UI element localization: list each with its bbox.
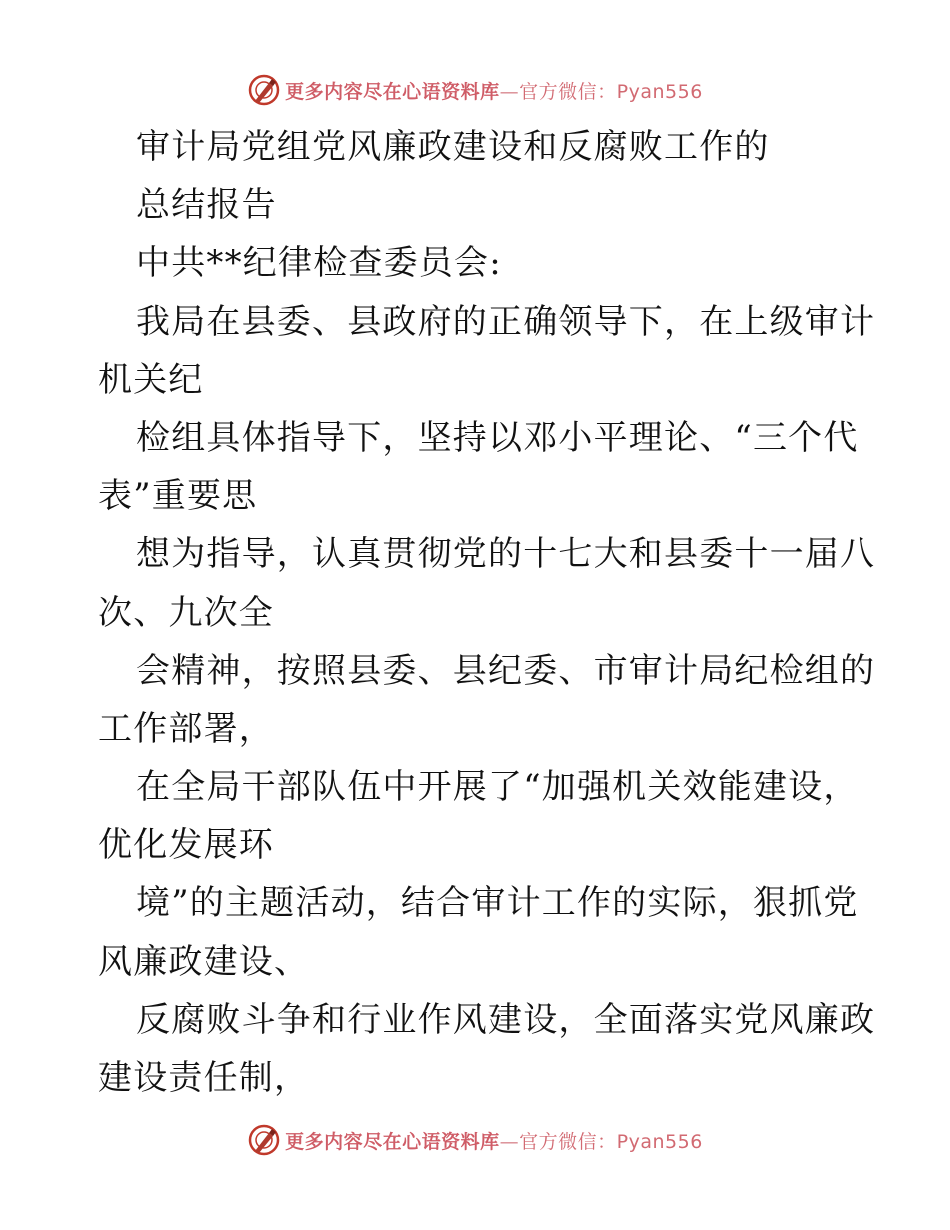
watermark-dash: — — [499, 80, 520, 103]
watermark-main: 更多内容尽在心语资料库 — [285, 1130, 500, 1153]
document-text-line: 机关纪 — [98, 359, 204, 400]
document-text-line: 工作部署， — [98, 708, 274, 749]
watermark-footer — [0, 1120, 950, 1160]
watermark-text — [285, 1127, 703, 1154]
watermark-dash: — — [499, 1130, 520, 1153]
document-text-line: 会精神，按照县委、县纪委、市审计局纪检组的 — [136, 650, 876, 691]
document-text-line: 表”重要思 — [98, 476, 258, 517]
document-title-line: 审计局党组党风廉政建设和反腐败工作的 — [136, 127, 770, 167]
document-title-line: 总结报告 — [136, 185, 277, 226]
document-body — [98, 118, 876, 1107]
pen-logo-icon — [247, 73, 281, 107]
watermark-wechat: 官方微信：Pyan556 — [519, 1130, 703, 1153]
watermark-wechat: 官方微信：Pyan556 — [519, 80, 703, 103]
watermark-header — [0, 70, 950, 110]
document-text-line: 风廉政建设、 — [98, 941, 310, 982]
document-text-line: 建设责任制， — [98, 1058, 310, 1098]
document-text-line: 反腐败斗争和行业作风建设，全面落实党风廉政 — [136, 999, 876, 1040]
document-text-line: 想为指导，认真贯彻党的十七大和县委十一届八 — [136, 534, 876, 575]
document-text-line: 中共**纪律检查委员会: — [136, 243, 502, 284]
document-text-line: 次、九次全 — [98, 592, 274, 633]
document-text-line: 在全局干部队伍中开展了“加强机关效能建设， — [136, 767, 859, 808]
watermark-main: 更多内容尽在心语资料库 — [285, 80, 500, 103]
pen-logo-icon — [247, 1123, 281, 1157]
document-text-line: 我局在县委、县政府的正确领导下，在上级审计 — [136, 301, 876, 342]
document-text-line: 境”的主题活动，结合审计工作的实际，狠抓党 — [136, 883, 859, 924]
document-text-line: 优化发展环 — [98, 825, 274, 866]
document-text-line: 检组具体指导下，坚持以邓小平理论、“三个代 — [136, 417, 859, 458]
watermark-text — [285, 77, 703, 104]
